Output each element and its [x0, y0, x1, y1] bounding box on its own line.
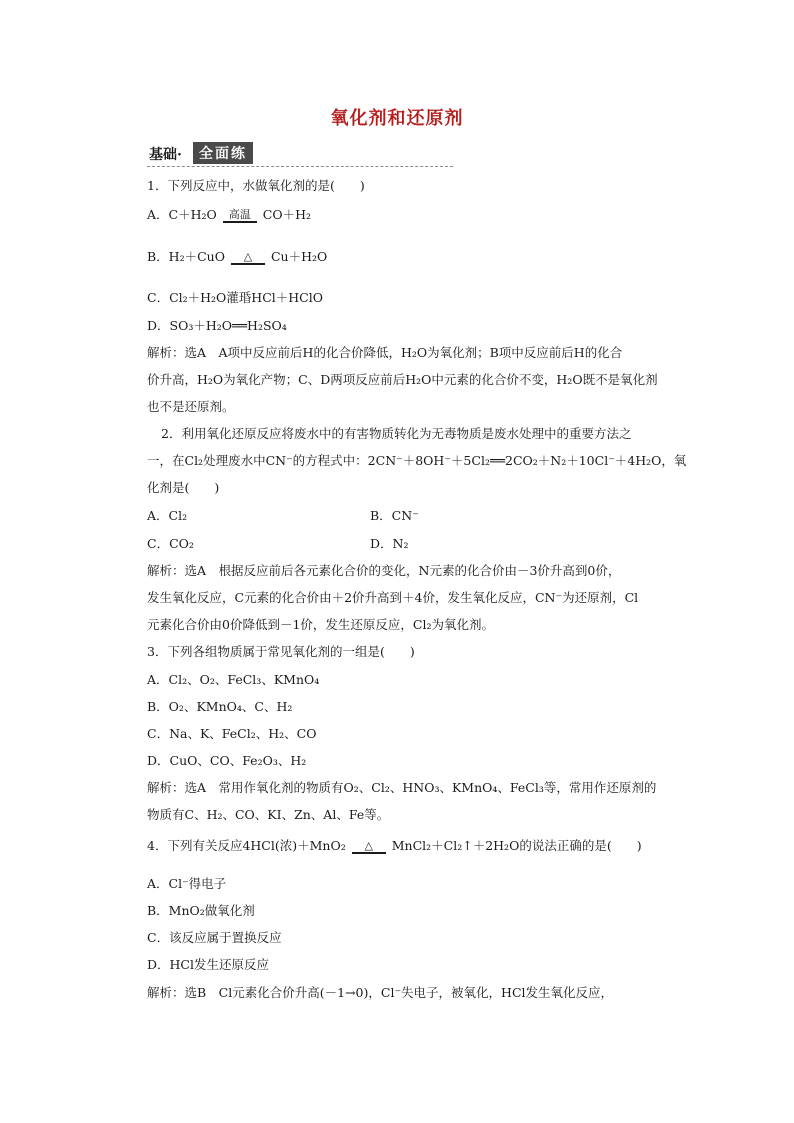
reaction-arrow-heat: [352, 840, 386, 854]
q4-option-d: D．HCl发生还原反应: [147, 957, 269, 972]
q3-option-c: C．Na、K、FeCl₂、H₂、CO: [147, 726, 317, 741]
q3-stem: 3．下列各组物质属于常见氧化剂的一组是( ): [147, 644, 415, 659]
q1-option-b: [147, 249, 327, 265]
page-title: 氧化剂和还原剂: [330, 108, 464, 129]
q2-stem-line1: 2．利用氧化还原反应将废水中的有害物质转化为无毒物质是废水处理中的重要方法之: [161, 426, 632, 441]
q1-answer-line3: 也不是还原剂。: [147, 399, 235, 414]
q1-option-c: C．Cl₂＋H₂O灌琘HCl＋HClO: [147, 290, 323, 305]
q2-option-d: D．N₂: [370, 536, 409, 551]
reaction-arrow-heat: [231, 251, 265, 265]
q1-b-reactants: B．H₂＋CuO: [147, 249, 225, 264]
section-label: 基础·: [149, 147, 182, 163]
q4-stem-reactants: 4．下列有关反应4HCl(浓)＋MnO₂: [147, 838, 346, 853]
q3-answer-line1: 解析：选A 常用作氧化剂的物质有O₂、Cl₂、HNO₃、KMnO₄、FeCl₃等，常用作还原剂的: [147, 780, 657, 795]
q3-option-a: A．Cl₂、O₂、FeCl₃、KMnO₄: [147, 672, 320, 687]
q3-option-d: D．CuO、CO、Fe₂O₃、H₂: [147, 753, 307, 768]
reaction-arrow-high-temp: [223, 209, 257, 223]
q2-answer-line3: 元素化合价由0价降低到－1价，发生还原反应，Cl₂为氧化剂。: [147, 617, 494, 632]
q4-answer-line1: 解析：选B Cl元素化合价升高(－1→0)，Cl⁻失电子，被氧化，HCl发生氧化反应，: [147, 985, 614, 1000]
q1-answer-line1: 解析：选A A项中反应前后H的化合价降低，H₂O为氧化剂；B项中反应前后H的化合: [147, 345, 623, 360]
section-header: [147, 142, 453, 167]
q1-b-condition: △: [243, 249, 253, 263]
q1-a-reactants: A．C＋H₂O: [147, 207, 217, 222]
q2-stem-line2: 一，在Cl₂处理废水中CN⁻的方程式中：2CN⁻＋8OH⁻＋5Cl₂══2CO₂＋N₂＋10Cl⁻＋4H₂O，氧: [147, 453, 687, 468]
q1-option-d: D．SO₃＋H₂O══H₂SO₄: [147, 318, 287, 333]
q1-a-condition: 高温: [228, 207, 251, 221]
q2-stem-line3: 化剂是( ): [147, 480, 220, 495]
q2-option-b: B．CN⁻: [370, 508, 419, 523]
section-badge: 全面练: [193, 142, 253, 164]
q4-stem: [147, 838, 642, 854]
q2-option-c: C．CO₂: [147, 536, 194, 551]
q1-option-a: [147, 207, 311, 223]
q1-stem: 1．下列反应中，水做氧化剂的是( ): [147, 178, 365, 193]
q4-option-c: C．该反应属于置换反应: [147, 930, 282, 945]
q1-b-products: Cu＋H₂O: [270, 249, 328, 264]
q2-answer-line2: 发生氧化反应，C元素的化合价由＋2价升高到＋4价，发生氧化反应，CN⁻为还原剂，Cl: [147, 590, 639, 605]
q4-option-a: A．Cl⁻得电子: [147, 876, 227, 891]
q2-option-a: A．Cl₂: [147, 508, 188, 523]
q4-condition: △: [364, 838, 373, 852]
q1-a-products: CO＋H₂: [262, 207, 311, 222]
q4-option-b: B．MnO₂做氧化剂: [147, 903, 255, 918]
q2-answer-line1: 解析：选A 根据反应前后各元素化合价的变化，N元素的化合价由－3价升高到0价，: [147, 563, 621, 578]
q4-stem-products: MnCl₂＋Cl₂↑＋2H₂O的说法正确的是( ): [391, 838, 642, 853]
q3-answer-line2: 物质有C、H₂、CO、KI、Zn、Al、Fe等。: [147, 807, 390, 822]
q3-option-b: B．O₂、KMnO₄、C、H₂: [147, 699, 293, 714]
q1-answer-line2: 价升高，H₂O为氧化产物；C、D两项反应前后H₂O中元素的化合价不变，H₂O既不是氧化剂: [147, 372, 658, 387]
